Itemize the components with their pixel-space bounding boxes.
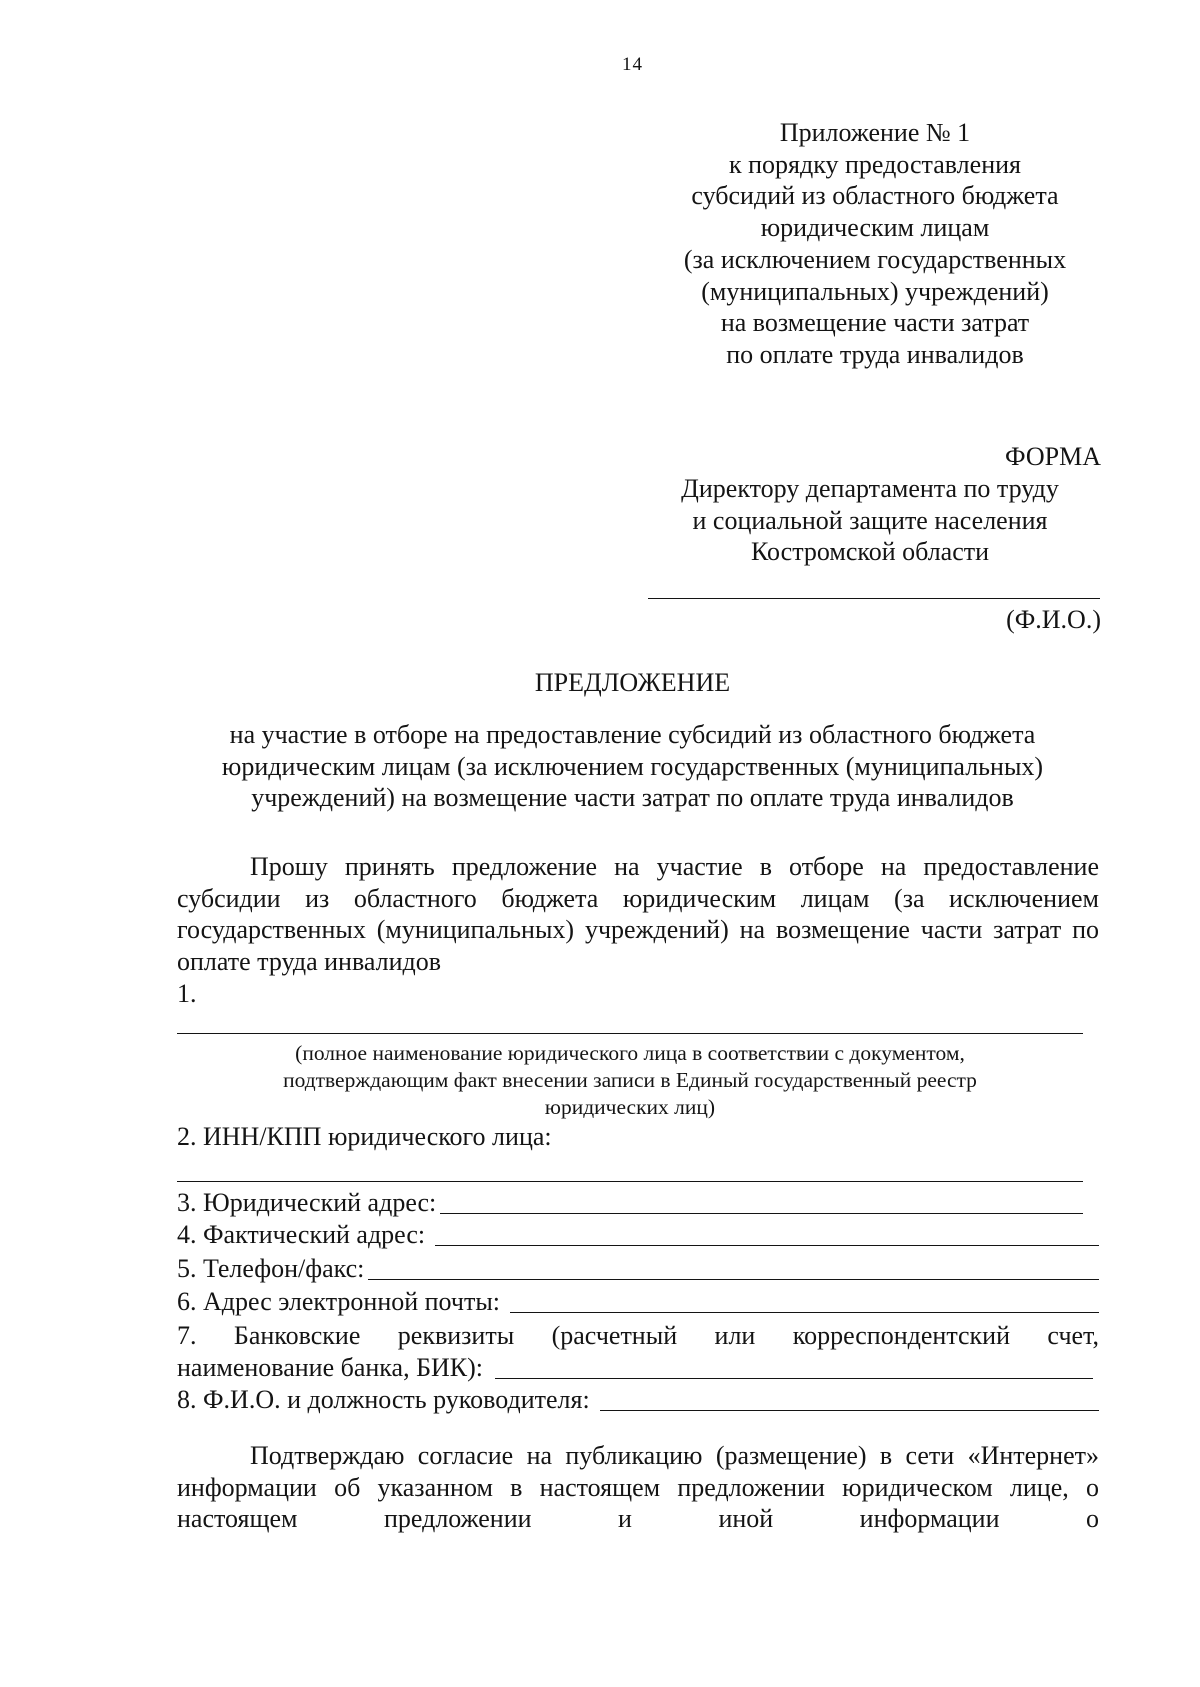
bank-word: 7. (177, 1321, 197, 1350)
subtitle-line: юридическим лицам (за исключением государственных (муниципальных) (221, 751, 1044, 781)
item-1-label: 1. (177, 979, 197, 1008)
appendix-line: по оплате труда инвалидов (726, 339, 1024, 369)
bank-word: счет, (1047, 1321, 1099, 1350)
bank-details-line (177, 1320, 1099, 1351)
appendix-line: субсидий из областного бюджета (691, 181, 1059, 211)
head-blank[interactable] (600, 1386, 1099, 1411)
subtitle-line: учреждений) на возмещение части затрат по оплате труда инвалидов (251, 783, 1014, 813)
appendix-heading (640, 117, 1110, 371)
appendix-line: юридическим лицам (760, 213, 990, 243)
document-subtitle (150, 719, 1115, 814)
page-number: 14 (622, 54, 643, 75)
actual-address-label: 4. Фактический адрес: (177, 1220, 426, 1249)
request-paragraph: Прошу принять предложение на участие в отборе на предоставление субсидии из областного бюджета юридическим лицам (за исключением государственных (муниципальных) учреждений) на возмещение части затрат по оплате труда инвалидов (177, 852, 1099, 976)
bank-word: корреспондентский (792, 1321, 1010, 1350)
addressee-fio-blank[interactable] (648, 598, 1100, 599)
head-row (177, 1384, 1099, 1415)
caption-line: подтверждающим факт внесении записи в Единый государственный реестр (283, 1068, 977, 1092)
phone-fax-row (177, 1253, 1099, 1284)
email-blank[interactable] (510, 1288, 1099, 1313)
consent-paragraph: Подтверждаю согласие на публикацию (размещение) в сети «Интернет» информации об указанном в настоящем предложении юридическом лице, о настоящем предложении и иной информации о (177, 1441, 1099, 1533)
bank-name-row (177, 1352, 1099, 1383)
addressee-line: и социальной защите населения (692, 505, 1048, 535)
addressee-block (660, 473, 1080, 568)
appendix-line: Приложение № 1 (779, 118, 971, 147)
caption-line: (полное наименование юридического лица в соответствии с документом, (295, 1041, 965, 1065)
actual-address-row (177, 1219, 1099, 1250)
addressee-line: Директору департамента по труду (681, 474, 1059, 503)
actual-address-blank[interactable] (435, 1221, 1099, 1246)
bank-word: или (714, 1321, 756, 1350)
bank-details-blank[interactable] (495, 1354, 1093, 1379)
phone-fax-label: 5. Телефон/факс: (177, 1254, 365, 1283)
email-row (177, 1286, 1099, 1317)
addressee-line: Костромской области (750, 537, 990, 566)
appendix-line: (муниципальных) учреждений) (701, 276, 1049, 306)
email-label: 6. Адрес электронной почты: (177, 1287, 501, 1316)
bank-word: (расчетный (551, 1321, 678, 1350)
legal-entity-name-blank[interactable] (177, 1033, 1083, 1034)
addressee-fio-caption: (Ф.И.О.) (1006, 605, 1101, 634)
appendix-line: (за исключением государственных (683, 244, 1067, 274)
legal-address-label: 3. Юридический адрес: (177, 1188, 437, 1217)
head-label: 8. Ф.И.О. и должность руководителя: (177, 1385, 590, 1414)
legal-address-blank[interactable] (440, 1189, 1083, 1214)
bank-name-label: наименование банка, БИК): (177, 1353, 484, 1382)
phone-fax-blank[interactable] (368, 1255, 1099, 1280)
inn-kpp-blank[interactable] (177, 1181, 1083, 1182)
appendix-line: к порядку предоставления (729, 149, 1021, 179)
caption-line: юридических лиц) (544, 1095, 716, 1119)
legal-entity-name-caption (220, 1040, 1040, 1121)
bank-word: Банковские (233, 1321, 361, 1350)
legal-address-row (177, 1187, 1083, 1218)
bank-word: реквизиты (397, 1321, 515, 1350)
appendix-line: на возмещение части затрат (720, 308, 1030, 338)
inn-kpp-label: 2. ИНН/КПП юридического лица: (177, 1122, 552, 1151)
document-title: ПРЕДЛОЖЕНИЕ (534, 668, 731, 697)
subtitle-line: на участие в отборе на предоставление субсидий из областного бюджета (229, 720, 1036, 749)
form-label: ФОРМА (1005, 442, 1101, 471)
